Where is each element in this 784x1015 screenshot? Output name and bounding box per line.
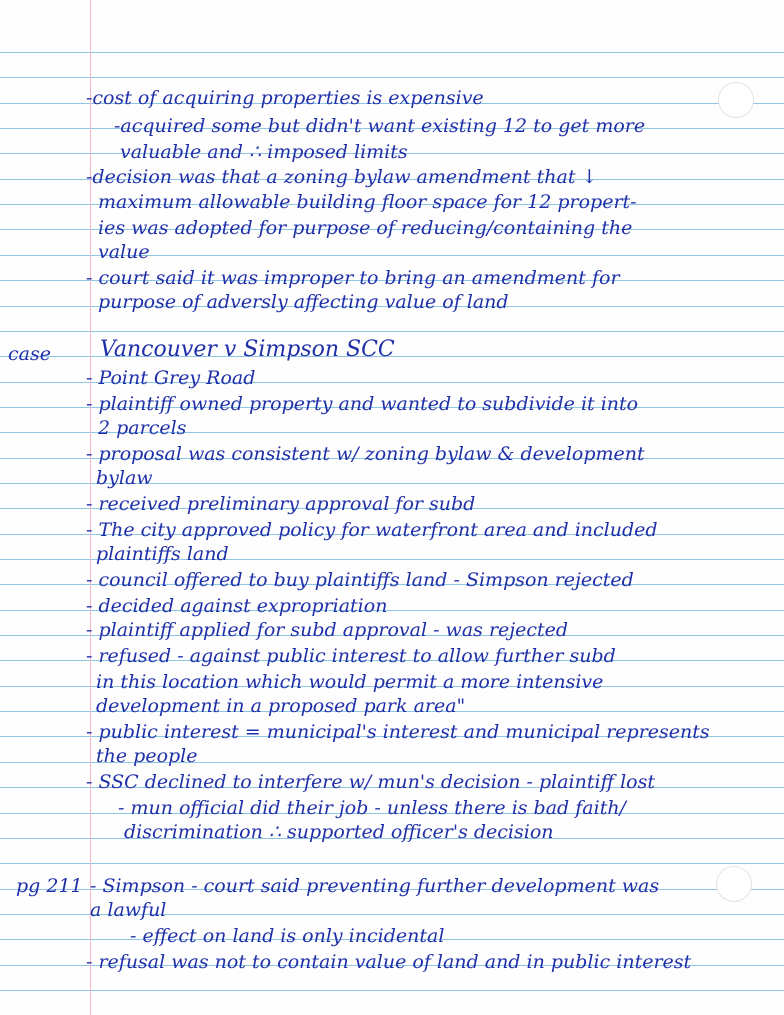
note-line: -decision was that a zoning bylaw amendment that ↓ bbox=[86, 166, 598, 188]
note-line: - council offered to buy plaintiffs land - Simpson rejected bbox=[86, 569, 634, 591]
note-line: value bbox=[98, 241, 150, 263]
rule-line bbox=[0, 863, 784, 864]
note-line: in this location which would permit a more intensive bbox=[96, 671, 604, 693]
note-line: - proposal was consistent w/ zoning bylaw & development bbox=[86, 443, 645, 465]
note-line: - decided against expropriation bbox=[86, 595, 388, 617]
note-line: ies was adopted for purpose of reducing/containing the bbox=[98, 217, 633, 239]
punch-hole bbox=[716, 866, 752, 902]
note-line: - public interest = municipal's interest and municipal represents bbox=[86, 721, 710, 743]
note-line: - Point Grey Road bbox=[86, 367, 256, 389]
note-line: 2 parcels bbox=[98, 417, 187, 439]
note-line: -acquired some but didn't want existing 12 to get more bbox=[114, 115, 646, 137]
case-label: case bbox=[8, 343, 51, 365]
note-line: - plaintiff owned property and wanted to subdivide it into bbox=[86, 393, 639, 415]
note-line: - effect on land is only incidental bbox=[130, 925, 445, 947]
note-line: a lawful bbox=[90, 899, 167, 921]
note-line: - court said it was improper to bring an amendment for bbox=[86, 267, 620, 289]
note-line: - SSC declined to interfere w/ mun's decision - plaintiff lost bbox=[86, 771, 655, 793]
page-reference: pg 211 bbox=[16, 875, 83, 897]
note-line: - refused - against public interest to allow further subd bbox=[86, 645, 616, 667]
note-line: - plaintiff applied for subd approval - was rejected bbox=[86, 619, 569, 641]
rule-line bbox=[0, 331, 784, 332]
note-line: bylaw bbox=[96, 467, 153, 489]
note-line: -cost of acquiring properties is expensive bbox=[86, 87, 484, 109]
rule-line bbox=[0, 990, 784, 991]
note-line: - mun official did their job - unless there is bad faith/ bbox=[118, 797, 626, 819]
punch-hole bbox=[718, 82, 754, 118]
rule-line bbox=[0, 52, 784, 53]
note-line: development in a proposed park area" bbox=[96, 695, 466, 717]
note-line: purpose of adversly affecting value of land bbox=[98, 291, 509, 313]
note-line: maximum allowable building floor space for 12 propert- bbox=[98, 191, 637, 213]
note-line: - The city approved policy for waterfront area and included bbox=[86, 519, 658, 541]
note-line: - Simpson - court said preventing further development was bbox=[90, 875, 660, 897]
note-line: discrimination ∴ supported officer's decision bbox=[124, 821, 554, 843]
note-line: the people bbox=[96, 745, 198, 767]
note-line: valuable and ∴ imposed limits bbox=[120, 141, 408, 163]
note-line: plaintiffs land bbox=[96, 543, 229, 565]
note-line: - refusal was not to contain value of land and in public interest bbox=[86, 951, 692, 973]
rule-line bbox=[0, 77, 784, 78]
note-line: - received preliminary approval for subd bbox=[86, 493, 476, 515]
case-title: Vancouver v Simpson SCC bbox=[100, 337, 395, 362]
